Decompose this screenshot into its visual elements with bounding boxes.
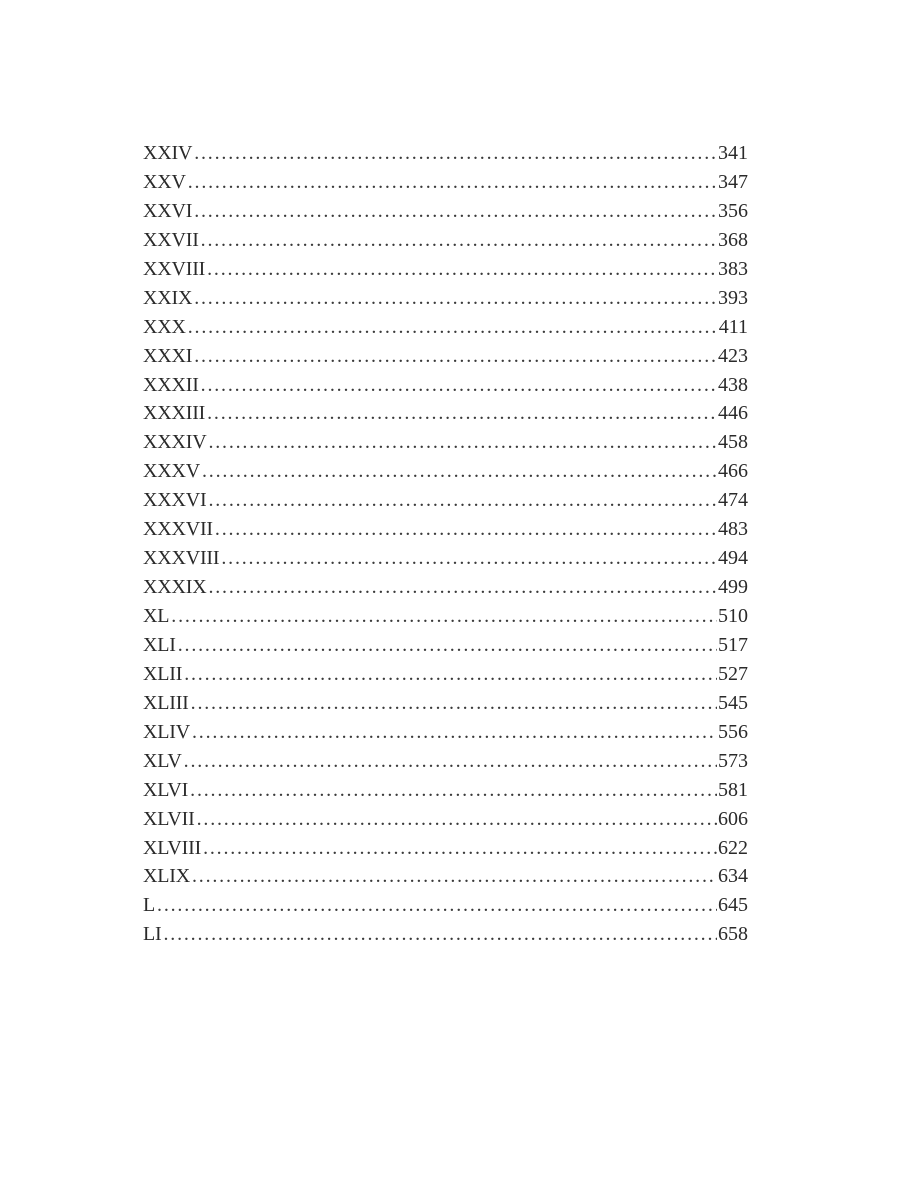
- table-of-contents: [143, 139, 748, 949]
- toc-entry[interactable]: [143, 862, 748, 891]
- toc-entry-page-number: 393: [718, 286, 748, 309]
- toc-entry[interactable]: [143, 920, 748, 949]
- toc-entry-chapter: XLIX: [143, 865, 190, 888]
- toc-entry-chapter: XXXI: [143, 344, 193, 367]
- toc-entry[interactable]: [143, 631, 748, 660]
- toc-entry[interactable]: [143, 139, 748, 168]
- toc-entry-chapter: XXXVII: [143, 518, 213, 541]
- dot-leader: [201, 371, 717, 400]
- dot-leader: [171, 602, 717, 631]
- toc-entry-chapter: XLIII: [143, 691, 189, 714]
- toc-entry[interactable]: [143, 718, 748, 747]
- toc-entry-page-number: 411: [718, 315, 748, 338]
- toc-entry-chapter: XLVII: [143, 807, 195, 830]
- toc-entry-page-number: 474: [718, 489, 748, 512]
- toc-entry-page-number: 368: [718, 228, 748, 251]
- toc-entry-page-number: 356: [718, 199, 748, 222]
- dot-leader: [208, 428, 717, 457]
- toc-entry-chapter: XXXVIII: [143, 547, 220, 570]
- toc-entry-page-number: 438: [718, 373, 748, 396]
- toc-entry-chapter: XXXVI: [143, 489, 207, 512]
- dot-leader: [192, 718, 717, 747]
- toc-entry-chapter: XXV: [143, 170, 186, 193]
- toc-entry-page-number: 510: [718, 605, 748, 627]
- dot-leader: [202, 457, 717, 486]
- toc-entry-chapter: XXVIII: [143, 257, 206, 280]
- dot-leader: [192, 862, 717, 891]
- toc-entry[interactable]: [143, 457, 748, 486]
- toc-entry[interactable]: [143, 313, 748, 342]
- toc-entry-chapter: XXXIV: [143, 431, 207, 454]
- toc-entry-chapter: XLIV: [143, 720, 190, 743]
- toc-entry-chapter: XXXV: [143, 460, 200, 483]
- toc-entry-chapter: XXXIII: [143, 402, 206, 425]
- toc-entry-page-number: 383: [718, 257, 748, 280]
- toc-entry-chapter: XXVII: [143, 228, 199, 251]
- dot-leader: [194, 284, 717, 313]
- toc-entry[interactable]: [143, 515, 748, 544]
- toc-entry-page-number: 483: [718, 518, 748, 541]
- toc-entry-chapter: XXXIX: [143, 576, 207, 599]
- toc-entry-chapter: XL: [143, 605, 170, 627]
- toc-entry[interactable]: [143, 660, 748, 689]
- toc-entry[interactable]: [143, 689, 748, 718]
- toc-entry[interactable]: [143, 168, 748, 197]
- toc-entry-page-number: 466: [718, 460, 748, 483]
- toc-entry-chapter: XXVI: [143, 199, 193, 222]
- dot-leader: [188, 168, 717, 197]
- dot-leader: [201, 226, 717, 255]
- toc-entry-page-number: 458: [718, 431, 748, 454]
- toc-entry-page-number: 573: [718, 749, 748, 772]
- toc-entry-page-number: 545: [718, 691, 748, 714]
- dot-leader: [215, 515, 717, 544]
- toc-entry-page-number: 446: [718, 402, 748, 425]
- toc-entry[interactable]: [143, 834, 748, 863]
- toc-entry-page-number: 556: [718, 720, 748, 743]
- toc-entry-chapter: XXXII: [143, 373, 199, 396]
- dot-leader: [207, 255, 717, 284]
- toc-entry[interactable]: [143, 284, 748, 313]
- toc-entry-page-number: 347: [718, 170, 748, 193]
- dot-leader: [163, 920, 717, 949]
- dot-leader: [197, 805, 717, 834]
- toc-entry-page-number: 499: [718, 576, 748, 599]
- toc-entry[interactable]: [143, 891, 748, 920]
- dot-leader: [178, 631, 717, 660]
- toc-entry[interactable]: [143, 776, 748, 805]
- toc-entry-page-number: 606: [718, 807, 748, 830]
- toc-entry-chapter: XLVIII: [143, 836, 202, 859]
- toc-entry-page-number: 341: [718, 142, 748, 164]
- dot-leader: [191, 689, 717, 718]
- toc-entry[interactable]: [143, 255, 748, 284]
- dot-leader: [190, 776, 717, 805]
- dot-leader: [194, 139, 717, 168]
- dot-leader: [221, 544, 717, 573]
- toc-entry[interactable]: [143, 197, 748, 226]
- toc-entry[interactable]: [143, 747, 748, 776]
- toc-entry[interactable]: [143, 486, 748, 515]
- dot-leader: [207, 399, 717, 428]
- dot-leader: [203, 834, 717, 863]
- toc-entry-page-number: 658: [718, 923, 748, 946]
- toc-entry[interactable]: [143, 342, 748, 371]
- toc-entry[interactable]: [143, 371, 748, 400]
- toc-entry-page-number: 634: [718, 865, 748, 888]
- dot-leader: [188, 313, 718, 342]
- dot-leader: [208, 573, 717, 602]
- toc-entry-chapter: XLI: [143, 633, 176, 656]
- toc-entry-chapter: XXIV: [143, 142, 193, 164]
- toc-entry-page-number: 494: [718, 547, 748, 570]
- toc-entry-chapter: XXX: [143, 315, 186, 338]
- toc-entry[interactable]: [143, 573, 748, 602]
- dot-leader: [184, 747, 717, 776]
- toc-entry-page-number: 622: [718, 836, 748, 859]
- toc-entry[interactable]: [143, 226, 748, 255]
- toc-entry[interactable]: [143, 805, 748, 834]
- toc-entry[interactable]: [143, 399, 748, 428]
- dot-leader: [208, 486, 717, 515]
- dot-leader: [194, 197, 717, 226]
- toc-entry[interactable]: [143, 544, 748, 573]
- toc-entry-page-number: 581: [718, 778, 748, 801]
- toc-entry-chapter: L: [143, 894, 156, 917]
- dot-leader: [184, 660, 717, 689]
- toc-entry-chapter: XLV: [143, 749, 182, 772]
- toc-entry-chapter: XLII: [143, 662, 183, 685]
- toc-entry[interactable]: [143, 602, 748, 631]
- toc-entry[interactable]: [143, 428, 748, 457]
- toc-entry-chapter: XLVI: [143, 778, 189, 801]
- toc-entry-page-number: 645: [718, 894, 748, 917]
- toc-entry-page-number: 527: [718, 662, 748, 685]
- toc-entry-chapter: XXIX: [143, 286, 193, 309]
- toc-entry-page-number: 517: [718, 633, 748, 656]
- dot-leader: [157, 891, 717, 920]
- toc-entry-page-number: 423: [718, 344, 748, 367]
- dot-leader: [194, 342, 717, 371]
- toc-entry-chapter: LI: [143, 923, 162, 946]
